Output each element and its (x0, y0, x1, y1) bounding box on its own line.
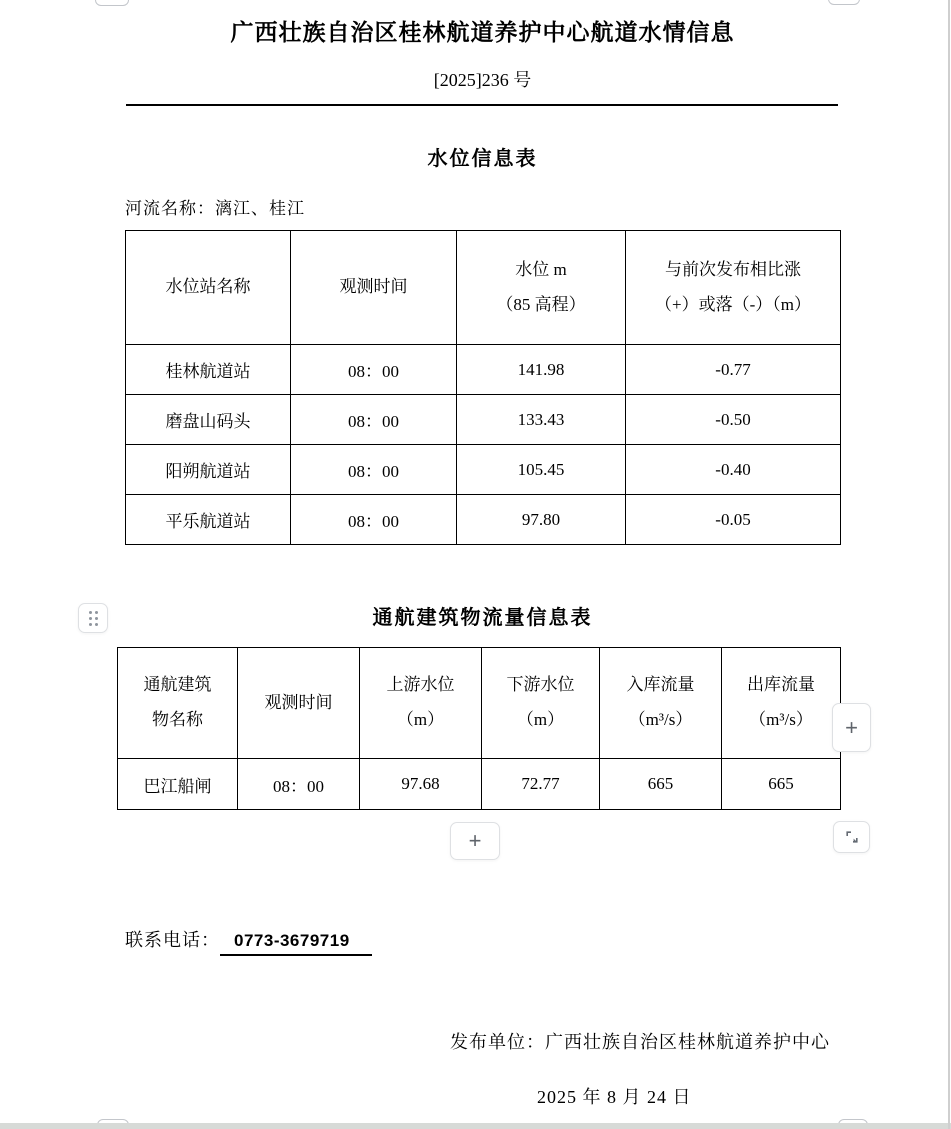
page-gap-band (0, 1123, 951, 1129)
cell-level: 105.45 (457, 445, 626, 495)
cell-change: -0.40 (626, 445, 841, 495)
navigation-flow-table (117, 647, 841, 810)
cell-time: 08：00 (291, 395, 457, 445)
title-divider-rule (126, 104, 838, 106)
header-structure-name: 通航建筑 物名称 (118, 648, 238, 759)
add-column-button[interactable] (832, 703, 871, 752)
cell-time: 08：00 (238, 759, 360, 810)
table-row (126, 445, 841, 495)
partial-button-top-right[interactable] (828, 0, 860, 5)
cell-level: 97.80 (457, 495, 626, 545)
cell-level: 133.43 (457, 395, 626, 445)
cell-inflow: 665 (600, 759, 722, 810)
expand-corners-icon (845, 830, 859, 844)
water-level-table-title: 水位信息表 (427, 148, 538, 170)
cell-structure: 巴江船闸 (118, 759, 238, 810)
table-header-row (126, 231, 841, 345)
cell-time: 08：00 (291, 445, 457, 495)
cell-change: -0.05 (626, 495, 841, 545)
river-name-label: 河流名称：漓江、桂江 (125, 199, 305, 218)
header-upstream-level: 上游水位 （m） (360, 648, 482, 759)
publisher-line: 发布单位：广西壮族自治区桂林航道养护中心 (450, 1032, 830, 1052)
publish-date: 2025 年 8 月 24 日 (537, 1087, 692, 1107)
cell-change: -0.50 (626, 395, 841, 445)
table-row (126, 345, 841, 395)
cell-downstream: 72.77 (482, 759, 600, 810)
contact-line (125, 926, 372, 956)
table-row (126, 395, 841, 445)
cell-upstream: 97.68 (360, 759, 482, 810)
cell-station: 阳朔航道站 (126, 445, 291, 495)
partial-button-top-left[interactable] (95, 0, 129, 6)
cell-outflow: 665 (722, 759, 841, 810)
header-observe-time: 观测时间 (238, 648, 360, 759)
table-header-row (118, 648, 841, 759)
cell-time: 08：00 (291, 345, 457, 395)
water-level-table (125, 230, 841, 545)
header-station-name: 水位站名称 (126, 231, 291, 345)
block-drag-handle[interactable] (78, 603, 108, 633)
drag-dots-icon (89, 611, 98, 626)
cell-time: 08：00 (291, 495, 457, 545)
flow-table-title: 通航建筑物流量信息表 (372, 607, 593, 629)
header-water-level: 水位 m （85 高程） (457, 231, 626, 345)
header-observe-time: 观测时间 (291, 231, 457, 345)
header-outflow: 出库流量 （m³/s） (722, 648, 841, 759)
contact-phone: 0773-3679719 (220, 931, 372, 956)
header-change-vs-previous: 与前次发布相比涨 （+）或落（-）（m） (626, 231, 841, 345)
header-downstream-level: 下游水位 （m） (482, 648, 600, 759)
header-inflow: 入库流量 （m³/s） (600, 648, 722, 759)
contact-label: 联系电话： (125, 930, 220, 950)
cell-station: 平乐航道站 (126, 495, 291, 545)
plus-icon: + (468, 828, 482, 853)
document-title: 广西壮族自治区桂林航道养护中心航道水情信息 (230, 20, 735, 45)
cell-station: 桂林航道站 (126, 345, 291, 395)
table-row (118, 759, 841, 810)
page-right-edge-line (948, 0, 950, 1129)
cell-change: -0.77 (626, 345, 841, 395)
plus-icon: + (845, 714, 858, 740)
table-row (126, 495, 841, 545)
add-row-button[interactable] (450, 822, 500, 860)
document-number: [2025]236 号 (433, 70, 532, 90)
cell-station: 磨盘山码头 (126, 395, 291, 445)
expand-table-button[interactable] (833, 821, 870, 853)
cell-level: 141.98 (457, 345, 626, 395)
